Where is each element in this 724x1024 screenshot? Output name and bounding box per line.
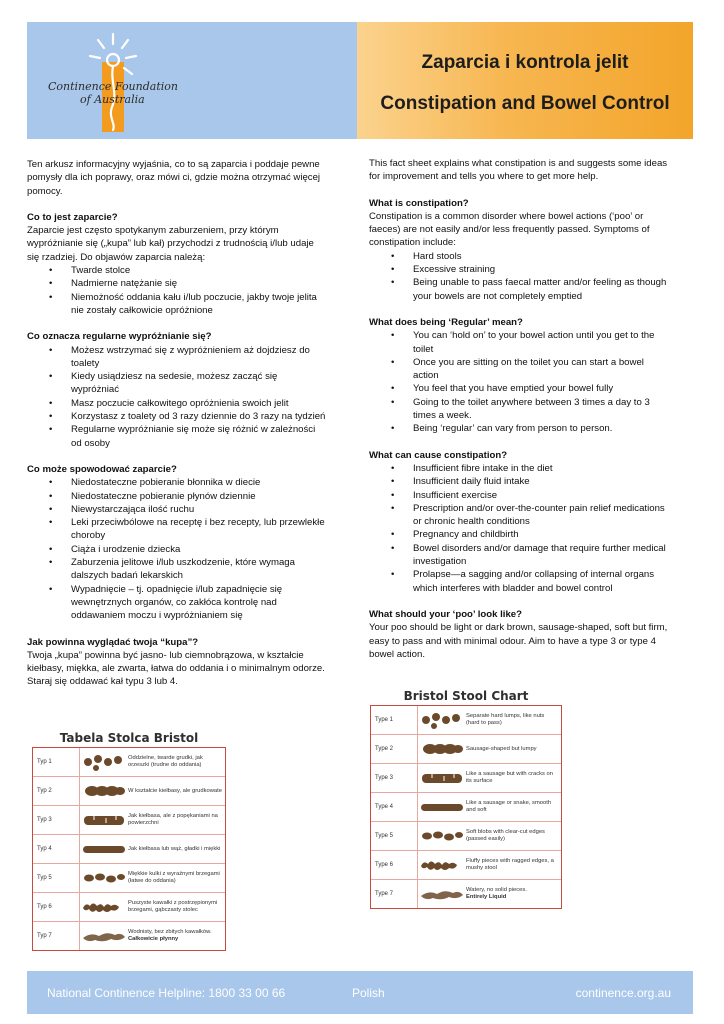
section-heading: Co to jest zaparcie? (27, 211, 118, 223)
type-description (466, 880, 561, 908)
type-label: Typ 5 (33, 864, 80, 892)
chart-row (371, 735, 561, 764)
section-text: Zaparcie jest często spotykanym zaburzeniem, przy którym wypróżnianie się („kupa” lub kał) przychodzi z trudnością i/lub udaje się rzadziej. Do objawów zaparcia należą: (27, 225, 314, 263)
description-text: Watery, no solid pieces. (466, 887, 527, 893)
bullet-list (27, 476, 327, 622)
type-description (466, 706, 561, 734)
language-label: Polish (352, 986, 385, 1000)
section-heading: What is constipation? (369, 197, 469, 209)
list-item: • Prescription and/or over-the-counter pain relief medications or chronic health conditions (369, 502, 669, 529)
type-label: Type 4 (371, 793, 418, 821)
section-text: Constipation is a common disorder where bowel actions (‘poo’ or faeces) are not easily and/or less frequently passed. Symptoms of constipation include: (369, 210, 650, 249)
stool-shape-icon (80, 893, 128, 921)
list-item: • Excessive straining (369, 263, 669, 276)
description-text: Wodnisty, bez zbitych kawałków. (128, 929, 212, 935)
english-column (369, 157, 669, 661)
list-item: • Prolapse—a sagging and/or collapsing of internal organs which interferes with bladder and bowel control (369, 568, 669, 595)
list-item: • Niemożność oddania kału i/lub poczucie, jakby twoje jelita nie zostały całkowicie opróżnione (27, 291, 327, 318)
list-item: • Insufficient exercise (369, 489, 669, 502)
stool-shape-icon (418, 764, 466, 792)
chart-row (33, 864, 225, 893)
description-text: Oddzielne, twarde grudki, jak orzeszki (trudne do oddania) (128, 755, 203, 768)
list-item: • Going to the toilet anywhere between 3 times a day to 3 times a week. (369, 396, 669, 423)
chart-table (32, 747, 226, 951)
stool-shape-icon (418, 735, 466, 763)
description-text: Like a sausage or snake, smooth and soft (466, 800, 552, 813)
list-item: • Being ‘regular’ can vary from person to person. (369, 422, 669, 435)
list-item: • Niewystarczająca ilość ruchu (27, 503, 327, 516)
list-item: • Kiedy usiądziesz na sedesie, możesz zacząć się wypróżniać (27, 370, 327, 397)
chart-row (33, 922, 225, 950)
list-item: • Nadmierne natężanie się (27, 277, 327, 290)
list-item: • Pregnancy and childbirth (369, 528, 669, 541)
bristol-chart-english (370, 688, 562, 910)
chart-row (371, 706, 561, 735)
bullet-list (369, 462, 669, 595)
stool-shape-icon (418, 851, 466, 879)
list-item: • Twarde stolce (27, 264, 327, 277)
logo-line2: of Australia (80, 93, 145, 106)
description-text: Like a sausage but with cracks on its surface (466, 771, 554, 784)
chart-row (33, 893, 225, 922)
type-label: Typ 6 (33, 893, 80, 921)
stool-shape-icon (80, 835, 128, 863)
stool-shape-icon (80, 922, 128, 950)
stool-shape-icon (418, 793, 466, 821)
type-label: Type 3 (371, 764, 418, 792)
description-text: Jak kiełbasa, ale z popękaniami na powierzchni (128, 813, 218, 826)
type-label: Type 6 (371, 851, 418, 879)
polish-column (27, 158, 327, 689)
chart-row (33, 835, 225, 864)
chart-row (371, 793, 561, 822)
list-item: • Once you are sitting on the toilet you can start a bowel action (369, 356, 669, 383)
footer-bar (27, 971, 693, 1014)
stool-shape-icon (80, 777, 128, 805)
list-item: • Being unable to pass faecal matter and/or feeling as though your bowels are not completely emptied (369, 276, 669, 303)
chart-row (33, 806, 225, 835)
bullet-list (27, 264, 327, 317)
description-text: Separate hard lumps, like nuts (hard to pass) (466, 713, 545, 726)
section-text: Twoja „kupa” powinna być jasno- lub ciemnobrązowa, w kształcie kiełbasy, miękka, ale zwarta, łatwa do oddania i o minimalnym odorze. Staraj się oddawać kał typu 3 lub 4. (27, 649, 325, 688)
type-label: Typ 7 (33, 922, 80, 950)
type-description (466, 851, 561, 879)
stool-shape-icon (80, 864, 128, 892)
type-description (466, 735, 561, 763)
list-item: • Insufficient daily fluid intake (369, 475, 669, 488)
stool-shape-icon (418, 880, 466, 908)
chart-title: Bristol Stool Chart (403, 689, 529, 703)
chart-row (371, 822, 561, 851)
description-text: Fluffy pieces with ragged edges, a mushy stool (466, 858, 554, 871)
helpline-text: National Continence Helpline: 1800 33 00 66 (47, 986, 286, 1000)
bristol-chart-polish (32, 730, 226, 958)
list-item: • You can ‘hold on’ to your bowel action until you get to the toilet (369, 329, 669, 356)
description-bold: Entirely Liquid (466, 894, 507, 900)
stool-shape-icon (80, 806, 128, 834)
type-label: Type 5 (371, 822, 418, 850)
list-item: • Niedostateczne pobieranie płynów dziennie (27, 490, 327, 503)
website-link[interactable]: continence.org.au (575, 986, 671, 1000)
bullet-list (369, 250, 669, 303)
type-label: Type 1 (371, 706, 418, 734)
header-right-panel (357, 22, 693, 139)
section-heading: Co może spowodować zaparcie? (27, 463, 177, 475)
type-label: Type 7 (371, 880, 418, 908)
type-description (128, 893, 225, 921)
intro-text: This fact sheet explains what constipation is and suggests some ideas for improvement and tells you where to get more help. (369, 158, 668, 183)
list-item: • Hard stools (369, 250, 669, 263)
description-text: Sausage-shaped but lumpy (466, 745, 537, 752)
stool-shape-icon (418, 706, 466, 734)
stool-shape-icon (418, 822, 466, 850)
chart-table (370, 705, 562, 909)
chart-row (371, 764, 561, 793)
section-heading: Co oznacza regularne wypróżnianie się? (27, 331, 212, 343)
type-label: Type 2 (371, 735, 418, 763)
page-title-polish: Zaparcia i kontrola jelit (421, 52, 629, 73)
type-description (466, 793, 561, 821)
type-description (466, 822, 561, 850)
list-item: • Możesz wstrzymać się z wypróżnieniem aż dojdziesz do toalety (27, 344, 327, 371)
type-description (128, 806, 225, 834)
list-item: • Insufficient fibre intake in the diet (369, 462, 669, 475)
chart-title: Tabela Stolca Bristol (59, 731, 199, 745)
chart-row (33, 777, 225, 806)
logo-line1: Continence Foundation (48, 80, 178, 93)
section-heading: Jak powinna wyglądać twoja “kupa”? (27, 636, 199, 648)
list-item: • Wypadnięcie – tj. opadnięcie i/lub zapadnięcie się wewnętrznych organów, co zakłóca kontrolę nad oddawaniem moczu i wypróżnianiem się (27, 583, 327, 623)
type-description (128, 835, 225, 863)
description-bold: Całkowicie płynny (128, 936, 179, 942)
list-item: • Ciąża i urodzenie dziecka (27, 543, 327, 556)
page-title-english: Constipation and Bowel Control (380, 93, 670, 114)
description-text: Soft blobs with clear-cut edges (passed easily) (466, 829, 545, 842)
section-heading: What can cause constipation? (369, 449, 508, 461)
section-heading: What does being ‘Regular’ mean? (369, 316, 523, 328)
description-text: Jak kiełbasa lub wąż, gładki i miękki (128, 845, 221, 852)
description-text: W kształcie kiełbasy, ale grudkowate (128, 787, 222, 794)
list-item: • Regularne wypróżnianie się może się różnić w zależności od osoby (27, 423, 327, 450)
list-item: • Niedostateczne pobieranie błonnika w diecie (27, 476, 327, 489)
section-heading: What should your ‘poo’ look like? (369, 608, 522, 620)
section-text: Your poo should be light or dark brown, sausage-shaped, soft but firm, easy to pass and with minimal odour. Aim to have a type 3 or type 4 bowel action. (369, 622, 668, 660)
type-description (128, 922, 225, 950)
chart-row (371, 880, 561, 908)
list-item: • Bowel disorders and/or damage that require further medical investigation (369, 542, 669, 569)
type-description (128, 777, 225, 805)
chart-row (371, 851, 561, 880)
intro-text: Ten arkusz informacyjny wyjaśnia, co to są zaparcia i poddaje pewne pomysły dla ich poprawy, oraz mówi ci, gdzie można otrzymać więcej pomocy. (27, 159, 321, 197)
list-item: • Masz poczucie całkowitego opróżnienia swoich jelit (27, 397, 327, 410)
type-label: Typ 1 (33, 748, 80, 776)
list-item: • You feel that you have emptied your bowel fully (369, 382, 669, 395)
type-description (466, 764, 561, 792)
logo-text (48, 80, 178, 106)
type-label: Typ 4 (33, 835, 80, 863)
type-label: Typ 3 (33, 806, 80, 834)
stool-shape-icon (80, 748, 128, 776)
bullet-list (369, 329, 669, 435)
chart-row (33, 748, 225, 777)
list-item: • Zaburzenia jelitowe i/lub uszkodzenie, które wymaga dalszych badań lekarskich (27, 556, 327, 583)
description-text: Miękkie kulki z wyraźnymi brzegami (łatwe do oddania) (128, 871, 220, 884)
list-item: • Korzystasz z toalety od 3 razy dziennie do 3 razy na tydzień (27, 410, 327, 423)
description-text: Puszyste kawałki z postrzępionymi brzegami, gąbczasty stolec (128, 900, 218, 913)
bullet-list (27, 344, 327, 450)
type-description (128, 864, 225, 892)
list-item: • Leki przeciwbólowe na receptę i bez recepty, lub przewlekłe choroby (27, 516, 327, 543)
type-label: Typ 2 (33, 777, 80, 805)
type-description (128, 748, 225, 776)
